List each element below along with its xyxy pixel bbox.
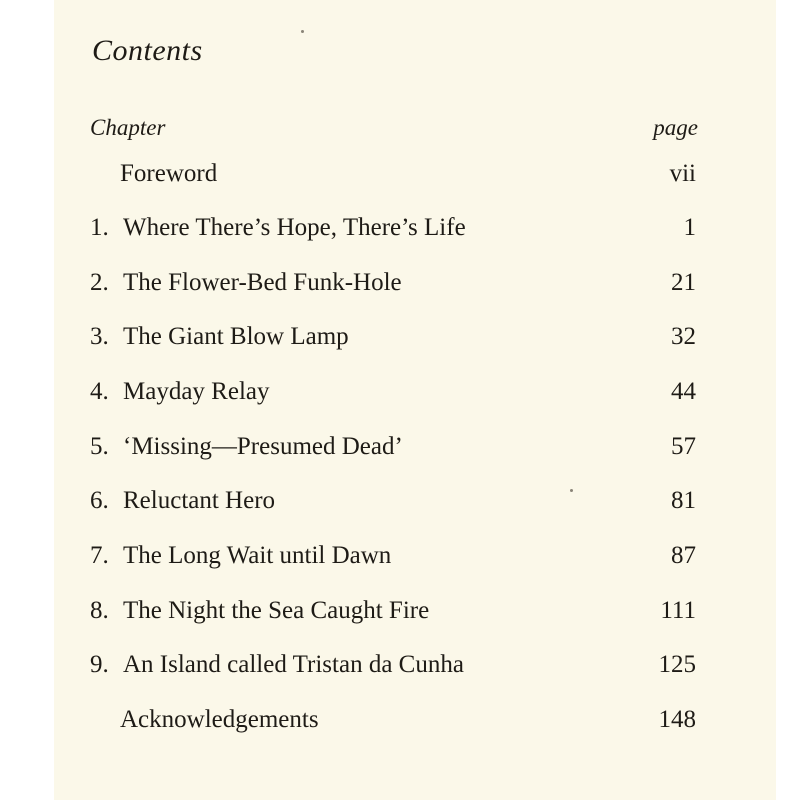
- toc-entry-title: Acknowledgements: [120, 706, 319, 733]
- toc-entry-title: ‘Missing—Presumed Dead’: [123, 433, 403, 460]
- toc-entry-chapter-9: [54, 651, 776, 685]
- toc-entry-page: 57: [671, 433, 696, 460]
- toc-entry-title: Where There’s Hope, There’s Life: [123, 214, 466, 241]
- toc-entry-number: 5.: [90, 433, 109, 460]
- toc-entry-title: Mayday Relay: [123, 378, 270, 405]
- toc-entry-title: Foreword: [120, 160, 218, 187]
- toc-entry-number: 3.: [90, 323, 109, 350]
- toc-entry-chapter-3: [54, 323, 776, 357]
- toc-entry-number: 2.: [90, 269, 109, 296]
- toc-entry-chapter-2: [54, 269, 776, 303]
- toc-entry-chapter-7: [54, 542, 776, 576]
- paper-speck: [301, 30, 304, 33]
- toc-entry-number: 7.: [90, 542, 109, 569]
- toc-entry-chapter-1: [54, 214, 776, 248]
- toc-entry-number: 1.: [90, 214, 109, 241]
- toc-entry-page: 148: [658, 706, 696, 733]
- toc-entry-number: 8.: [90, 597, 109, 624]
- paper-speck: [570, 489, 573, 492]
- toc-entry-number: 6.: [90, 487, 109, 514]
- toc-entry-title: The Giant Blow Lamp: [123, 323, 349, 350]
- toc-entry-page: vii: [669, 160, 696, 187]
- toc-entry-chapter-5: [54, 433, 776, 467]
- toc-entry-page: 87: [671, 542, 696, 569]
- toc-entry-title: The Night the Sea Caught Fire: [123, 597, 430, 624]
- toc-entry-page: 21: [671, 269, 696, 296]
- toc-entry-number: 9.: [90, 651, 109, 678]
- toc-entry-title: The Long Wait until Dawn: [123, 542, 392, 569]
- page-column-header: page: [653, 115, 698, 140]
- page-title: Contents: [92, 34, 203, 67]
- toc-entry-title: Reluctant Hero: [123, 487, 276, 514]
- toc-entry-number: 4.: [90, 378, 109, 405]
- toc-entry-page: 81: [671, 487, 696, 514]
- toc-entry-page: 32: [671, 323, 696, 350]
- toc-entry-page: 111: [660, 597, 696, 624]
- toc-entry-chapter-6: [54, 487, 776, 521]
- toc-entry-page: 1: [683, 214, 696, 241]
- toc-entry-title: The Flower-Bed Funk-Hole: [123, 269, 402, 296]
- toc-entry-page: 125: [658, 651, 696, 678]
- toc-entry-acknowledgements: [54, 706, 776, 740]
- toc-entry-title: An Island called Tristan da Cunha: [123, 651, 464, 678]
- toc-entry-chapter-8: [54, 597, 776, 631]
- toc-entry-chapter-4: [54, 378, 776, 412]
- toc-entry-foreword: [54, 160, 776, 194]
- book-page: [54, 0, 776, 800]
- toc-entry-page: 44: [671, 378, 696, 405]
- chapter-column-header: Chapter: [90, 115, 166, 140]
